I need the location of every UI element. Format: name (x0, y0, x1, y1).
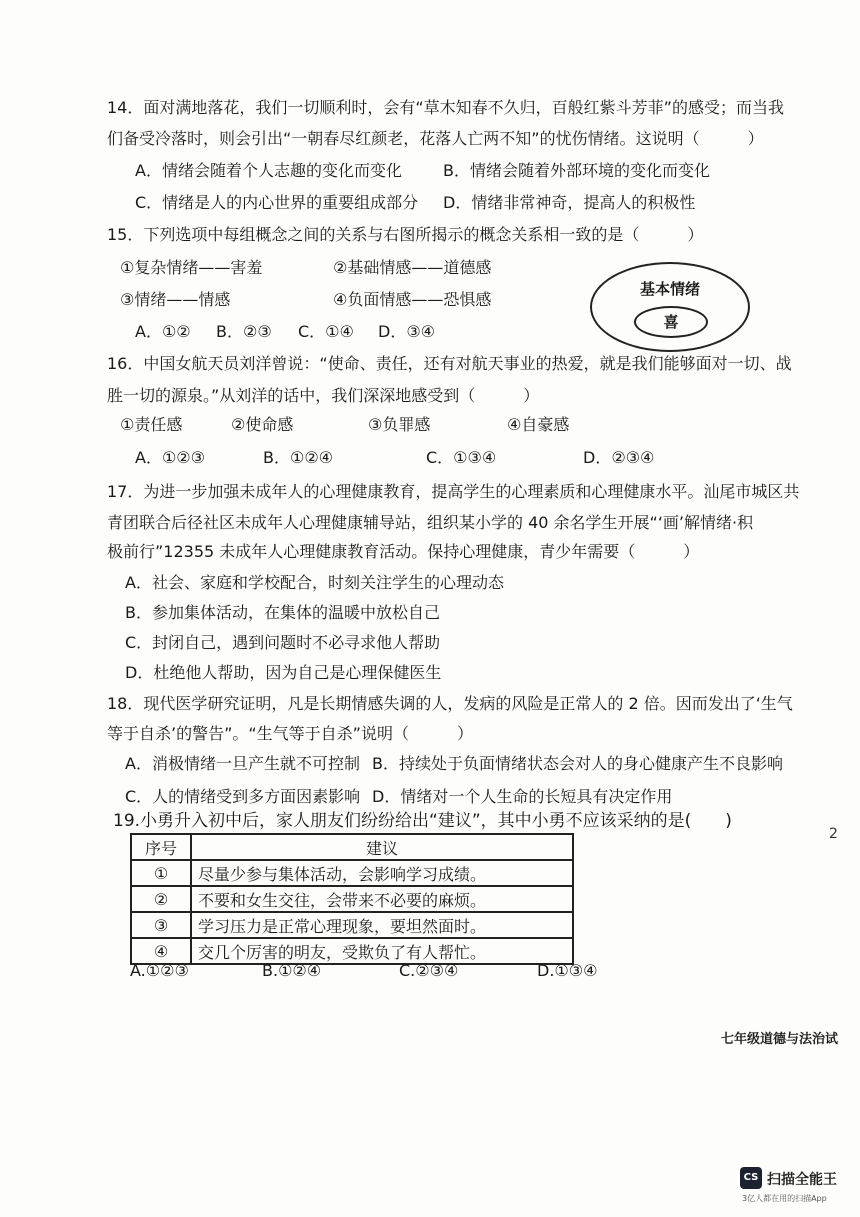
q14-option-a: A．情绪会随着个人志趣的变化而变化 (135, 161, 402, 180)
table-header-index: 序号 (131, 834, 191, 860)
q14-option-b: B．情绪会随着外部环境的变化而变化 (443, 161, 710, 180)
table-header-row (131, 834, 573, 860)
table-cell-advice: 尽量少参与集体活动，会影响学习成绩。 (191, 860, 573, 886)
q16-stem-line2: 胜一切的源泉。”从刘洋的话中，我们深深地感受到（ ） (107, 386, 540, 405)
table-cell-index: ① (131, 860, 191, 886)
q16-item-4: ④自豪感 (507, 415, 570, 434)
diagram-outer-label: 基本情绪 (639, 280, 700, 298)
q17-option-a: A．社会、家庭和学校配合，时刻关注学生的心理动态 (125, 573, 504, 592)
q14-option-c: C．情绪是人的内心世界的重要组成部分 (135, 193, 419, 212)
q16-item-2: ②使命感 (231, 415, 294, 434)
table-cell-advice: 学习压力是正常心理现象，要坦然面时。 (191, 912, 573, 938)
q17-option-b: B．参加集体活动，在集体的温暖中放松自己 (125, 603, 440, 622)
page-side-number: 2 (829, 826, 838, 842)
q18-stem-line1: 18．现代医学研究证明，凡是长期情感失调的人，发病的风险是正常人的 2 倍。因而发出了‘生气 (107, 694, 793, 713)
q18-option-a: A．消极情绪一旦产生就不可控制 (125, 754, 360, 773)
q16-option-a: A．①②③ (135, 448, 205, 467)
q16-item-1: ①责任感 (120, 415, 183, 434)
q19-stem: 19.小勇升入初中后，家人朋友们纷纷给出“建议”，其中小勇不应该采纳的是( ) (113, 811, 732, 831)
q15-stem: 15．下列选项中每组概念之间的关系与右图所揭示的概念关系相一致的是（ ） (107, 225, 704, 244)
q16-stem-line1: 16．中国女航天员刘洋曾说：“使命、责任，还有对航天事业的热爱，就是我们能够面对一切、战 (107, 354, 792, 373)
q17-option-d: D．杜绝他人帮助，因为自己是心理保健医生 (125, 663, 442, 682)
q15-item-1: ①复杂情绪——害羞 (120, 258, 263, 277)
table-header-advice: 建议 (191, 834, 573, 860)
q14-stem-line1: 14．面对满地落花，我们一切顺利时，会有“草木知春不久归，百般红紫斗芳菲”的感受；而当我 (107, 98, 784, 117)
scanner-app-name: 扫描全能王 (767, 1172, 837, 1188)
q19-option-d: D.①③④ (537, 961, 598, 980)
q14-stem-line2: 们备受冷落时，则会引出“一朝春尽红颜老，花落人亡两不知”的忧伤情绪。这说明（ ） (107, 129, 764, 148)
q19-option-a: A.①②③ (130, 961, 189, 980)
q15-option-d: D．③④ (378, 322, 436, 341)
q18-option-b: B．持续处于负面情绪状态会对人的身心健康产生不良影响 (372, 754, 783, 773)
q15-option-b: B．②③ (216, 322, 272, 341)
q18-option-d: D．情绪对一个人生命的长短具有决定作用 (372, 787, 673, 806)
table-row (131, 860, 573, 886)
table-cell-index: ② (131, 886, 191, 912)
q19-option-c: C.②③④ (399, 961, 459, 980)
q16-option-b: B．①②④ (263, 448, 334, 467)
table-cell-index: ③ (131, 912, 191, 938)
q15-item-2: ②基础情感——道德感 (333, 258, 492, 277)
q17-option-c: C．封闭自己，遇到问题时不必寻求他人帮助 (125, 633, 441, 652)
q16-option-c: C．①③④ (426, 448, 497, 467)
q15-option-a: A．①② (135, 322, 191, 341)
scanner-watermark (740, 1167, 850, 1207)
q15-item-4: ④负面情感——恐惧感 (333, 290, 492, 309)
q15-item-3: ③情绪——情感 (120, 290, 231, 309)
camscanner-logo-icon: CS (740, 1167, 762, 1189)
q14-option-d: D．情绪非常神奇，提高人的积极性 (443, 193, 696, 212)
diagram-inner-ellipse: 喜 (634, 306, 708, 338)
table-row (131, 912, 573, 938)
table-row (131, 886, 573, 912)
q17-stem-line3: 极前行”12355 未成年人心理健康教育活动。保持心理健康，青少年需要（ ） (107, 542, 700, 561)
q19-option-b: B.①②④ (262, 961, 322, 980)
q16-option-d: D．②③④ (583, 448, 655, 467)
scanner-tagline: 3亿人都在用的扫描App (742, 1194, 827, 1203)
table-cell-advice: 交几个厉害的明友，受欺负了有人帮忙。 (191, 938, 573, 964)
q18-stem-line2: 等于自杀’的警告”。“生气等于自杀”说明（ ） (107, 724, 473, 743)
q17-stem-line1: 17．为进一步加强未成年人的心理健康教育，提高学生的心理素质和心理健康水平。汕尾市城区共 (107, 482, 800, 501)
table-row (131, 938, 573, 964)
table-cell-index: ④ (131, 938, 191, 964)
advice-table (130, 833, 574, 965)
q17-stem-line2: 青团联合后径社区未成年人心理健康辅导站，组织某小学的 40 余名学生开展“‘画’解情绪·积 (107, 513, 754, 532)
q18-option-c: C．人的情绪受到多方面因素影响 (125, 787, 361, 806)
concept-diagram-outer-ellipse (590, 262, 750, 352)
page-footer: 七年级道德与法治试 (720, 1032, 838, 1047)
table-cell-advice: 不要和女生交往，会带来不必要的麻烦。 (191, 886, 573, 912)
q15-option-c: C．①④ (298, 322, 354, 341)
q16-item-3: ③负罪感 (368, 415, 431, 434)
